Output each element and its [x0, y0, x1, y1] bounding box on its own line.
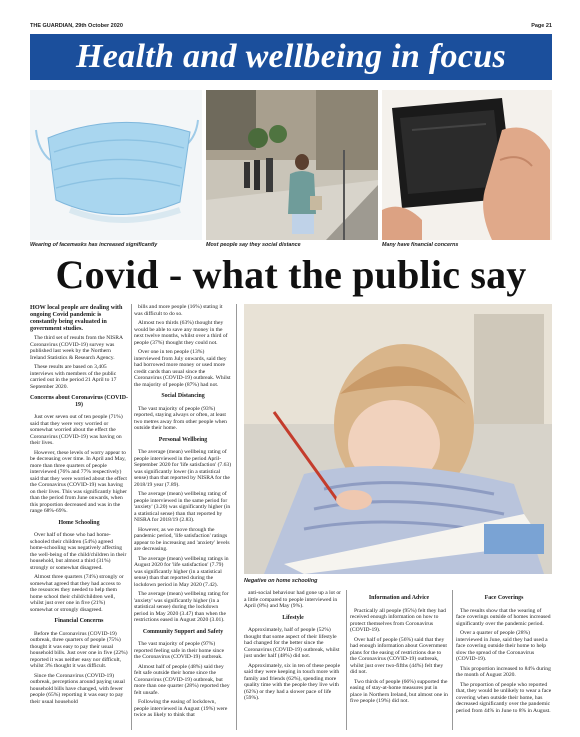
paragraph: This proportion increased to 84% during the month of August 2020. — [456, 665, 551, 678]
article-column-1 — [30, 304, 128, 730]
paragraph: Since the Coronavirus (COVID-19) outbreak, perceptions around paying usual household bills have changed, with fewer people (65%) reporting it was easy to pay their usual household — [30, 672, 125, 705]
subheading: Concerns about Coronavirus (COVID-19) — [30, 395, 128, 408]
subheading: Community Support and Safety — [142, 628, 224, 635]
article-column-2 — [134, 304, 232, 730]
page-number: Page 21 — [531, 23, 552, 29]
subheading: Personal Wellbeing — [158, 436, 208, 443]
subheading: Home Schooling — [58, 519, 100, 526]
homeschool-photo — [244, 304, 552, 574]
facemask-photo — [30, 90, 202, 240]
paragraph: The third set of results from the NISRA Coronavirus (COVID-19) survey was published last week by the Northern Ireland Statistics & Research Agency. — [30, 335, 123, 361]
facemask-illustration — [30, 90, 202, 240]
paragraph: However, these levels of worry appear to be decreasing over time. In April and May, more than three quarters of people interviewed (76% and 77% respectively) said that they were worried about the effect the Coronavirus (COVID-19) was having on their lives. This was significantly higher than the period from June onwards, when this proportion decreased and was in the range 68%-69%. — [30, 449, 127, 514]
paragraph: The average (mean) wellbeing ratings in August 2020 for 'life satisfaction' (7.79) was significantly higher (in a statistical sense) than that reported during the lockdown period in May 2020 (7.42). — [134, 555, 229, 588]
paragraph: The average (mean) wellbeing rating of people interviewed in the same period for 'anxiety' (3.20) was significantly higher (in a statistical sense) than that reported by NISRA for 2018/19 (2.83). — [134, 491, 231, 523]
paragraph: The vast majority of people (97%) reported feeling safe in their home since the Coronavirus (COVID-19) outbreak. — [134, 641, 225, 660]
column-rule — [346, 590, 347, 730]
column-rule — [236, 304, 237, 730]
paragraph: Two thirds of people (66%) supported the easing of stay-at-home measures put in place in Northern Ireland, but almost one in five people (19%) did not. — [350, 678, 448, 704]
paragraph: Over half of people (56%) said that they had enough information about Government plans for the easing of restrictions due to the Coronavirus (COVID-19) outbreak, whilst just over two-fifths (44%) felt they did not. — [350, 636, 447, 675]
section-banner: Health and wellbeing in focus — [30, 34, 552, 80]
paragraph: Approximately, six in ten of these people said they were keeping in touch more with family and friends (62%), spending more quality time with the people they live with (62%) or they had a slower pace of life (59%). — [244, 662, 341, 701]
paragraph: Almost two thirds (63%) thought they would be able to save any money in the next twelve months, whilst over a third of people (37%) thought they could not. — [134, 320, 228, 346]
paragraph: The average (mean) wellbeing rating for 'anxiety' was significantly higher (in a statistical sense) during the lockdown period in May 2020 (3.47) than when the restrictions eased in August 2020 (3.01). — [134, 591, 229, 623]
paragraph: Almost three quarters (74%) strongly or somewhat agreed that they had access to the resources they needed to help them home school their child/children well, whilst just over one in five (21%) somewhat or strongly disagreed. — [30, 574, 124, 613]
article-column-4 — [350, 590, 448, 730]
subheading: Face Coverings — [484, 595, 524, 601]
paragraph: These results are based on 3,405 interviews with members of the public carried out in the period 21 April to 17 September 2020. — [30, 364, 117, 390]
street-illustration — [206, 90, 378, 240]
street-photo — [206, 90, 378, 240]
paragraph: Just over seven out of ten people (71%) said that they were very worried or somewhat worried about the effect the Coronavirus (COVID-19) was having on their lives. — [30, 414, 123, 446]
paragraph: Over one in ten people (13%) interviewed from July onwards, said they had borrowed more money or used more credit cards than usual since the Coronavirus (COVID-19) outbreak. Whilst the majority of people (87%) had not. — [134, 349, 231, 388]
masthead-left: THE GUARDIAN, 29th October 2020 — [30, 23, 123, 29]
paragraph: Approximately, half of people (52%) thought that some aspect of their lifestyle had changed for the better since the Coronavirus (COVID-19) outbreak, whilst just under half (48%) did not. — [244, 627, 340, 659]
paragraph: Almost half of people (48%) said they felt safe outside their home since the Coronavirus (COVID-19) outbreak, but more than one quarter (28%) reported they felt unsafe. — [134, 663, 230, 696]
wallet-illustration — [382, 90, 552, 240]
paragraph: bills and more people (16%) stating it was difficult to do so. — [134, 304, 223, 317]
caption-facemask: Wearing of facemasks has increased significantly — [30, 242, 158, 248]
paragraph: Practically all people (95%) felt they had received enough information on how to protect themselves from Coronavirus (COVID-19). — [350, 607, 446, 633]
caption-homeschool: Negative on home schooling — [244, 578, 318, 584]
paragraph: The proportion of people who reported that, they would be unlikely to wear a face covering when outside their home, has decreased significantly over the pandemic period from 44% in June to 8% in August. — [456, 681, 552, 714]
subheading: Social Distancing — [161, 393, 205, 399]
paragraph: The vast majority of people (93%) reported, staying always or often, at least two metres away from other people when outside their home. — [134, 405, 227, 431]
paragraph: Following the easing of lockdown, people interviewed in August (19%) were twice as likely to think that — [134, 699, 228, 718]
paragraph: Over half of those who had home-schooled their children (54%) agreed home-schooling was negatively affecting the well-being of the child/children in their household, but almost a third (31%) strongly or somewhat disagreed. — [30, 532, 127, 571]
subheading: Lifestyle — [282, 614, 304, 621]
lead-paragraph: HOW local people are dealing with ongoing Covid pandemic is constantly being evaluated in government studies. — [30, 304, 123, 332]
paragraph: Before the Coronavirus (COVID-19) outbreak, three quarters of people (75%) thought it was easy to pay their usual household bills. Just over one in five (22%) reported it was neither easy nor difficult, whilst 3% thought it was difficult. — [30, 630, 128, 669]
paragraph: The average (mean) wellbeing rating of people interviewed in the period April-September 2020 for 'life satisfaction' (7.63) was significantly lower (in a statistical sense) than that reported by NISRA for the 2018/19 year (7.89). — [134, 449, 232, 488]
subheading: Information and Advice — [368, 595, 430, 601]
homeschool-illustration — [244, 304, 552, 574]
article-column-3 — [244, 590, 342, 730]
wallet-photo — [382, 90, 552, 240]
paragraph: anti-social behaviour had gone up a lot or a little compared to people interviewed in April (8%) and May (9%). — [244, 590, 342, 609]
paragraph: The results show that the wearing of face coverings outside of homes increased significantly over the pandemic period. — [456, 607, 551, 627]
column-rule — [131, 304, 132, 730]
article-column-5 — [456, 590, 552, 730]
column-rule — [452, 590, 453, 730]
caption-street: Most people say they social distance — [206, 242, 301, 248]
subheading: Financial Concerns — [54, 618, 104, 624]
paragraph: Over a quarter of people (28%) interviewed in June, said they had used a face covering outside their home to help slow the spread of the Coronavirus (COVID-19). — [456, 630, 548, 662]
paragraph: However, as we move through the pandemic period, 'life satisfaction' ratings appear to be increasing and 'anxiety' levels are decreasing. — [134, 526, 230, 552]
headline: Covid - what the public say — [55, 252, 527, 297]
caption-wallet: Many have financial concerns — [382, 242, 459, 248]
